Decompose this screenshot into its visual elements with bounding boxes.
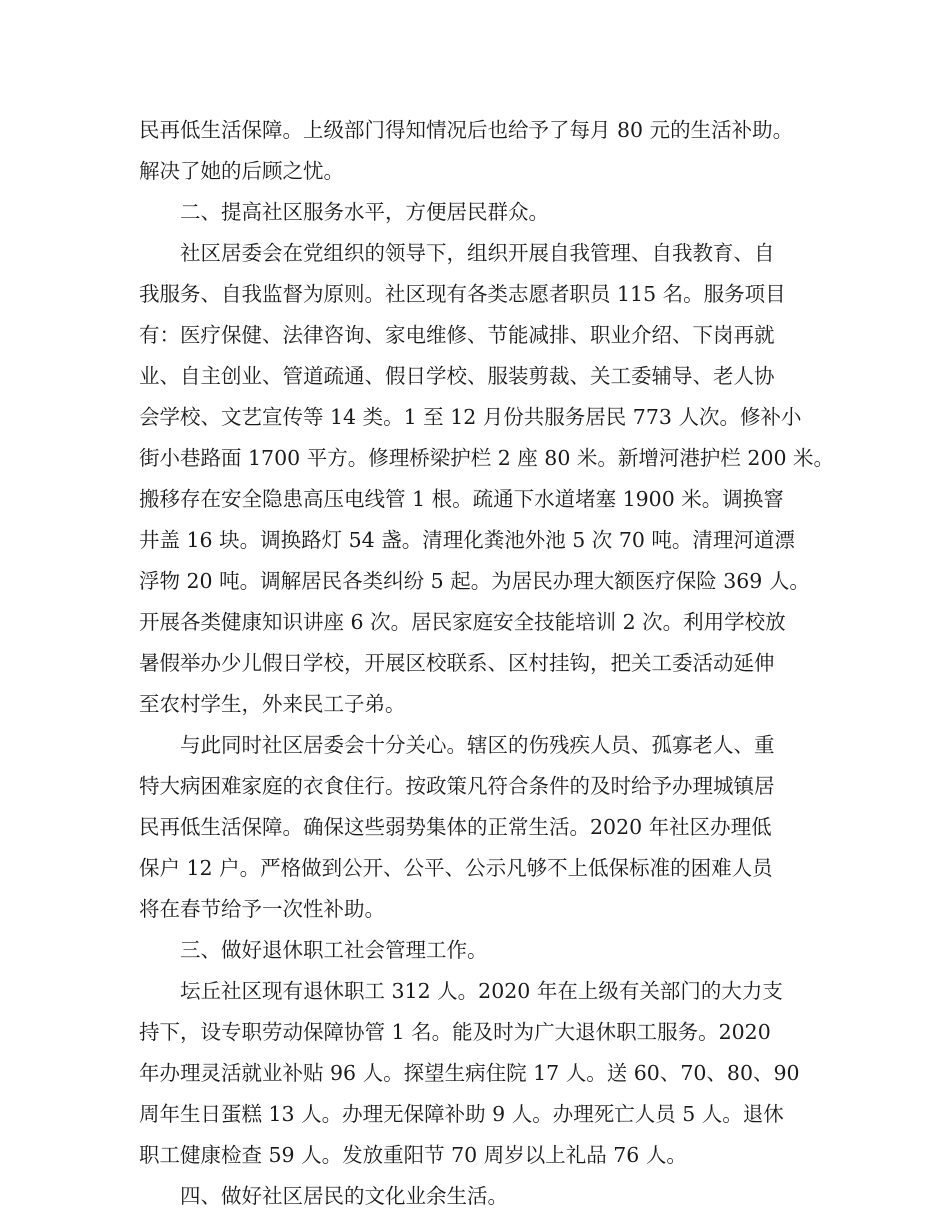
text-line: 持下，设专职劳动保障协管 1 名。能及时为广大退休职工服务。2020 <box>139 1020 771 1044</box>
text-line: 社区居委会在党组织的领导下，组织开展自我管理、自我教育、自 <box>180 241 775 265</box>
text-line: 年办理灵活就业补贴 96 人。探望生病住院 17 人。送 60、70、80、90 <box>139 1061 800 1085</box>
text-line: 开展各类健康知识讲座 6 次。居民家庭安全技能培训 2 次。利用学校放 <box>139 610 786 634</box>
text-line: 业、自主创业、管道疏通、假日学校、服装剪裁、关工委辅导、老人协 <box>139 364 775 388</box>
text-line: 周年生日蛋糕 13 人。办理无保障补助 9 人。办理死亡人员 5 人。退休 <box>139 1102 784 1126</box>
text-line: 解决了她的后顾之忧。 <box>139 159 344 183</box>
section-heading: 三、做好退休职工社会管理工作。 <box>180 938 488 962</box>
text-line: 浮物 20 吨。调解居民各类纠纷 5 起。为居民办理大额医疗保险 369 人。 <box>139 569 810 593</box>
text-line: 有：医疗保健、法律咨询、家电维修、节能减排、职业介绍、下岗再就 <box>139 323 775 347</box>
section-heading: 二、提高社区服务水平，方便居民群众。 <box>180 200 549 224</box>
text-line: 民再低生活保障。上级部门得知情况后也给予了每月 80 元的生活补助。 <box>139 118 794 142</box>
document-body <box>139 110 835 1217</box>
text-line: 暑假举办少儿假日学校，开展区校联系、区村挂钩，把关工委活动延伸 <box>139 651 775 675</box>
text-line: 特大病困难家庭的衣食住行。按政策凡符合条件的及时给予办理城镇居 <box>139 774 775 798</box>
text-line: 井盖 16 块。调换路灯 54 盏。清理化粪池外池 5 次 70 吨。清理河道漂 <box>139 528 795 552</box>
text-line: 将在春节给予一次性补助。 <box>139 897 385 921</box>
section-heading: 四、做好社区居民的文化业余生活。 <box>180 1184 508 1208</box>
text-line: 坛丘社区现有退休职工 312 人。2020 年在上级有关部门的大力支 <box>180 979 783 1003</box>
text-line: 民再低生活保障。确保这些弱势集体的正常生活。2020 年社区办理低 <box>139 815 772 839</box>
text-line: 保户 12 户。严格做到公开、公平、公示凡够不上低保标准的困难人员 <box>139 856 773 880</box>
text-line: 与此同时社区居委会十分关心。辖区的伤残疾人员、孤寡老人、重 <box>180 733 775 757</box>
text-line: 职工健康检查 59 人。发放重阳节 70 周岁以上礼品 76 人。 <box>139 1143 687 1167</box>
text-line: 至农村学生，外来民工子弟。 <box>139 692 406 716</box>
text-line: 我服务、自我监督为原则。社区现有各类志愿者职员 115 名。服务项目 <box>139 282 786 306</box>
text-line: 街小巷路面 1700 平方。修理桥梁护栏 2 座 80 米。新增河港护栏 200 米。 <box>139 446 835 470</box>
text-line: 搬移存在安全隐患高压电线管 1 根。疏通下水道堵塞 1900 米。调换窨 <box>139 487 784 511</box>
text-line: 会学校、文艺宣传等 14 类。1 至 12 月份共服务居民 773 人次。修补小 <box>139 405 802 429</box>
